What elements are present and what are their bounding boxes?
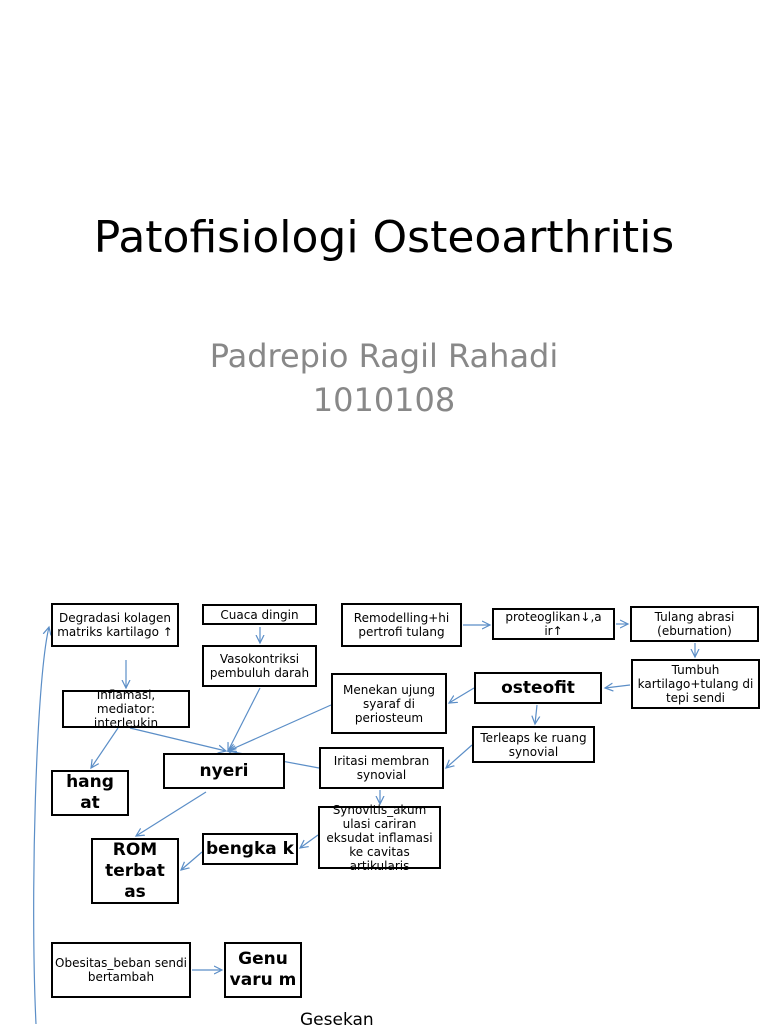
arrow-nyeri-rom (136, 792, 206, 836)
node-obesitas: Obesitas_beban sendi bertambah (51, 942, 191, 998)
arrow-vasokontriksi-nyeri (228, 688, 260, 751)
label-gesekan: Gesekan (300, 1010, 374, 1030)
node-rom: ROM terbat as (91, 838, 179, 904)
arrow-bengkak-rom (181, 852, 202, 870)
node-proteoglikan: proteoglikan↓,a ir↑ (492, 608, 615, 640)
arrow-tumbuh-osteofit (605, 685, 630, 688)
node-vasokontriksi: Vasokontriksi pembuluh darah (202, 645, 317, 687)
arrow-osteofit-menekan (449, 688, 474, 703)
node-terleaps: Terleaps ke ruang synovial (472, 726, 595, 763)
node-bengkak: bengka k (202, 833, 298, 865)
node-remodelling: Remodelling+hi pertrofi tulang (341, 603, 462, 647)
node-iritasi: Iritasi membran synovial (319, 747, 444, 789)
node-genu: Genu varu m (224, 942, 302, 998)
node-tumbuh: Tumbuh kartilago+tulang di tepi sendi (631, 659, 760, 709)
slide-title: Patofisiologi Osteoarthritis (93, 212, 675, 263)
arrow-menekan-nyeri (228, 705, 331, 751)
arrow-osteofit-terleaps (535, 705, 537, 724)
node-nyeri: nyeri (163, 753, 285, 789)
arrow-loop-degradasi (34, 627, 49, 1024)
node-hangat: hang at (51, 770, 129, 816)
arrow-inflamasi-nyeri (130, 728, 226, 751)
author-id: 1010108 (312, 381, 456, 419)
node-degradasi: Degradasi kolagen matriks kartilago ↑ (51, 603, 179, 647)
node-menekan: Menekan ujung syaraf di periosteum (331, 673, 447, 734)
node-cuaca: Cuaca dingin (202, 604, 317, 625)
node-inflamasi: Inflamasi, mediator: interleukin (62, 690, 190, 728)
node-synovitis: Synovitis_akum ulasi cariran eksudat inflamasi ke cavitas artikularis (318, 806, 441, 869)
node-osteofit: osteofit (474, 672, 602, 704)
arrow-synovitis-bengkak (300, 835, 318, 848)
author-name: Padrepio Ragil Rahadi (209, 337, 559, 375)
arrow-inflamasi-hangat (91, 728, 118, 768)
arrow-terleaps-iritasi (446, 745, 472, 768)
node-tulang-abrasi: Tulang abrasi (eburnation) (630, 606, 759, 642)
